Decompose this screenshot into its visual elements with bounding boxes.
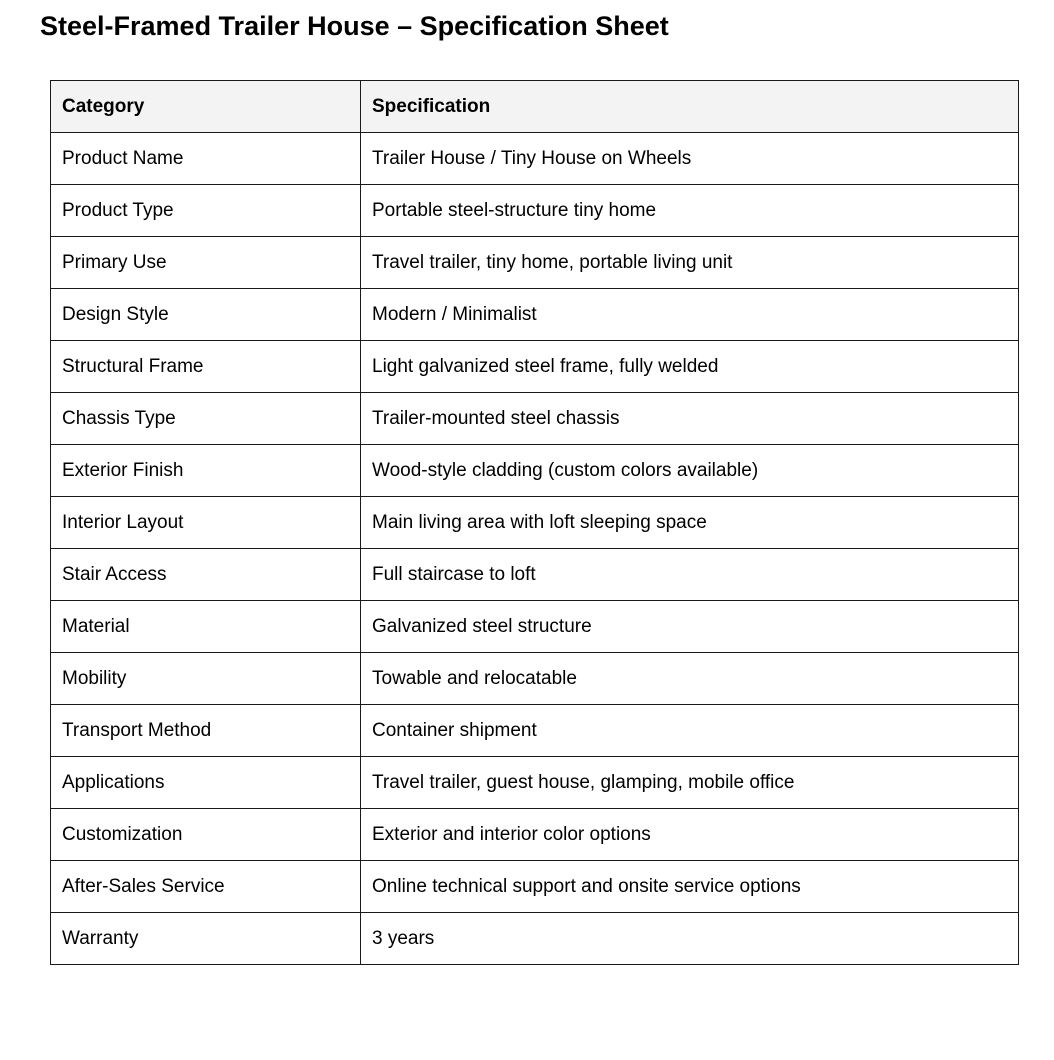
category-cell: Material	[51, 601, 361, 653]
specification-table	[50, 80, 1019, 965]
category-cell: Design Style	[51, 289, 361, 341]
specification-cell: Portable steel-structure tiny home	[361, 185, 1019, 237]
table-row	[51, 757, 1019, 809]
specification-cell: Light galvanized steel frame, fully welded	[361, 341, 1019, 393]
table-row	[51, 653, 1019, 705]
category-cell: Chassis Type	[51, 393, 361, 445]
table-row	[51, 549, 1019, 601]
table-row	[51, 393, 1019, 445]
table-row	[51, 601, 1019, 653]
table-row	[51, 497, 1019, 549]
category-cell: Mobility	[51, 653, 361, 705]
specification-cell: Galvanized steel structure	[361, 601, 1019, 653]
document-title: Steel-Framed Trailer House – Specification Sheet	[40, 11, 669, 41]
specification-cell: Online technical support and onsite service options	[361, 861, 1019, 913]
category-cell: Primary Use	[51, 237, 361, 289]
category-cell: Transport Method	[51, 705, 361, 757]
table-row	[51, 705, 1019, 757]
table-header-row	[51, 81, 1019, 133]
table-row	[51, 341, 1019, 393]
table-row	[51, 133, 1019, 185]
specification-cell: Full staircase to loft	[361, 549, 1019, 601]
specification-cell: Exterior and interior color options	[361, 809, 1019, 861]
table-row	[51, 861, 1019, 913]
specification-cell: Modern / Minimalist	[361, 289, 1019, 341]
table-row	[51, 809, 1019, 861]
category-cell: Applications	[51, 757, 361, 809]
category-cell: After-Sales Service	[51, 861, 361, 913]
table-row	[51, 289, 1019, 341]
specification-cell: Main living area with loft sleeping space	[361, 497, 1019, 549]
table-row	[51, 913, 1019, 965]
specification-cell: Wood-style cladding (custom colors available)	[361, 445, 1019, 497]
column-header-specification: Specification	[361, 81, 1019, 133]
category-cell: Product Name	[51, 133, 361, 185]
specification-cell: Travel trailer, guest house, glamping, mobile office	[361, 757, 1019, 809]
category-cell: Product Type	[51, 185, 361, 237]
category-cell: Structural Frame	[51, 341, 361, 393]
category-cell: Stair Access	[51, 549, 361, 601]
specification-cell: Trailer House / Tiny House on Wheels	[361, 133, 1019, 185]
category-cell: Exterior Finish	[51, 445, 361, 497]
table-row	[51, 445, 1019, 497]
specification-cell: Trailer-mounted steel chassis	[361, 393, 1019, 445]
column-header-category: Category	[51, 81, 361, 133]
specification-cell: Travel trailer, tiny home, portable living unit	[361, 237, 1019, 289]
category-cell: Interior Layout	[51, 497, 361, 549]
table-row	[51, 237, 1019, 289]
category-cell: Customization	[51, 809, 361, 861]
specification-cell: Container shipment	[361, 705, 1019, 757]
category-cell: Warranty	[51, 913, 361, 965]
table-row	[51, 185, 1019, 237]
specification-cell: Towable and relocatable	[361, 653, 1019, 705]
specification-cell: 3 years	[361, 913, 1019, 965]
